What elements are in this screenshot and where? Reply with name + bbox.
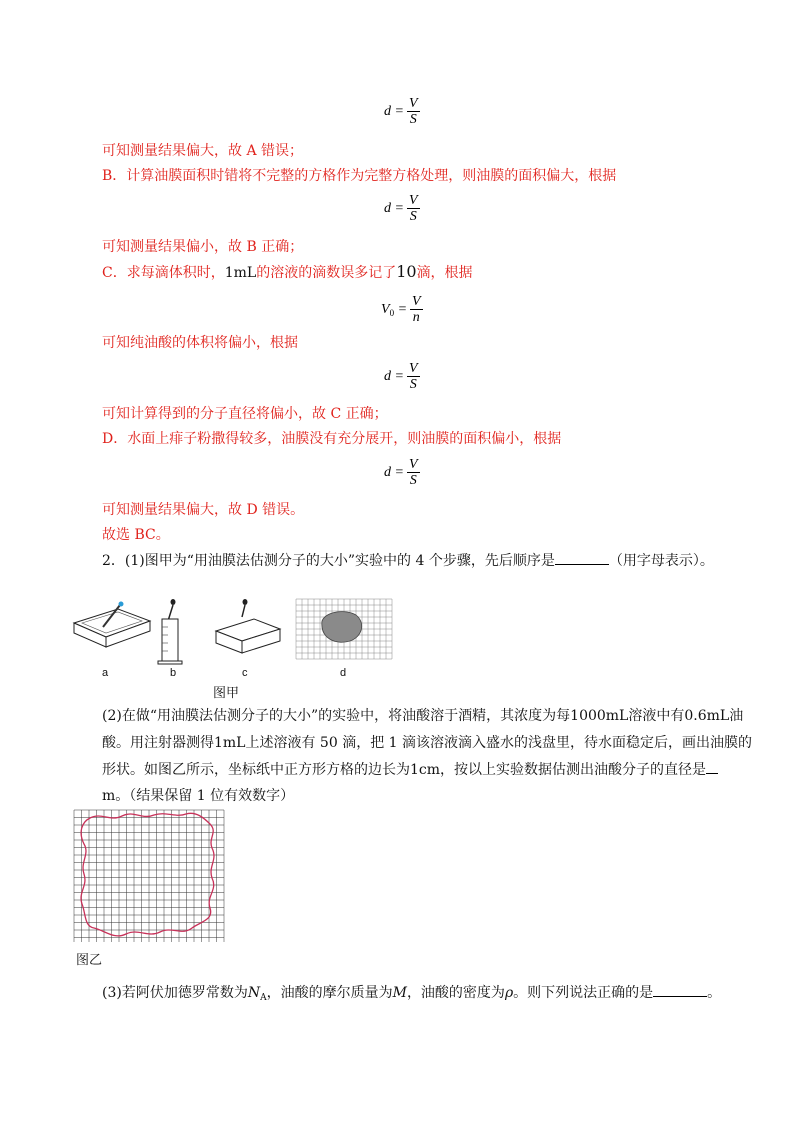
formula-numerator: V	[408, 96, 418, 111]
value-1cm: 1cm	[410, 762, 441, 778]
q2-part1-post: （用字母表示）。	[608, 553, 714, 569]
text-segment: (2)在做“用油膜法估测分子的大小”的实验中，将油酸溶于酒精，其浓度为每	[102, 708, 571, 724]
cylinder-with-dropper-illustration	[158, 599, 182, 664]
symbol-m: M	[392, 985, 407, 1001]
q2-part2-line3	[102, 760, 718, 780]
c-conclusion-2: 可知计算得到的分子直径将偏小，故 C 正确；	[102, 406, 388, 422]
q2-part2-line4: m。（结果保留 1 位有效数字）	[102, 788, 295, 804]
d-conclusion: 可知测量结果偏大，故 D 错误。	[102, 502, 305, 518]
b-conclusion: 可知测量结果偏小，故 B 正确；	[102, 239, 304, 255]
tray-with-pen-illustration	[74, 602, 150, 648]
formula-numerator: V	[408, 457, 418, 472]
fig-jia-label-b: b	[170, 667, 177, 679]
formula-eq: =	[394, 302, 408, 317]
text-segment: 溶液中有	[628, 708, 685, 724]
d-text: D．水面上痱子粉撒得较多，油膜没有充分展开，则油膜的面积偏小，根据	[102, 431, 562, 447]
symbol-sub-a: A	[260, 993, 267, 1003]
text-segment: ，按以上实验数据估测出油酸分子的直径是	[440, 762, 707, 778]
fig-yi-title: 图乙	[76, 953, 103, 968]
formula-lhs: d =	[384, 104, 404, 119]
figure-yi	[72, 808, 232, 948]
text-segment: (3)若阿伏加德罗常数为	[102, 985, 248, 1001]
symbol-n: N	[247, 985, 261, 1001]
formula-lhs: d =	[384, 201, 404, 216]
formula-denominator: S	[409, 112, 417, 127]
formula-denominator: S	[409, 377, 417, 392]
text-segment: 油	[729, 708, 744, 724]
formula-d-3	[384, 361, 420, 393]
c-10: 10	[396, 262, 417, 281]
value-1000ml: 1000mL	[570, 708, 629, 724]
value-0-6ml: 0.6mL	[684, 708, 730, 724]
c-text	[102, 262, 473, 283]
answer-blank-1[interactable]	[555, 564, 609, 565]
q2-part1-pre: 2．(1)图甲为“用油膜法估测分子的大小”实验中的 4 个步骤，先后顺序是	[102, 553, 555, 569]
value-1ml: 1mL	[214, 735, 246, 751]
text-segment: ，油酸的密度为	[406, 985, 505, 1001]
formula-denominator: S	[409, 209, 417, 224]
formula-numerator: V	[412, 294, 421, 309]
c-text-2: 的溶液的滴数误多记了	[256, 265, 397, 281]
avogadro-symbol	[248, 985, 267, 1001]
fig-jia-label-c: c	[242, 667, 248, 679]
formula-numerator: V	[408, 193, 418, 208]
symbol-rho: ρ	[504, 985, 514, 1001]
fig-jia-title: 图甲	[213, 686, 240, 701]
text-segment: 形状。如图乙所示，坐标纸中正方形方格的边长为	[102, 762, 410, 778]
fig-jia-label-a: a	[102, 667, 109, 679]
c-text-1: C．求每滴体积时，	[102, 265, 225, 281]
text-segment: 酸。用注射器测得	[102, 735, 214, 751]
b-text: B．计算油膜面积时错将不完整的方格作为完整方格处理，则油膜的面积偏大，根据	[102, 168, 617, 184]
text-segment: ，油酸的摩尔质量为	[266, 985, 393, 1001]
answer-blank-3[interactable]	[653, 996, 707, 997]
formula-d-1	[384, 96, 420, 128]
q2-part1	[102, 551, 714, 571]
text-segment: 。	[707, 985, 722, 1001]
c-conclusion-1: 可知纯油酸的体积将偏小，根据	[102, 335, 298, 351]
formula-denominator: n	[412, 310, 420, 325]
formula-numerator: V	[408, 361, 418, 376]
formula-v0	[381, 294, 423, 326]
formula-lhs: d =	[384, 465, 404, 480]
q2-part2-line1	[102, 706, 743, 726]
grid-with-oil-film-illustration	[296, 599, 392, 659]
answer: 故选 BC。	[102, 527, 170, 543]
formula-lhs: V	[381, 302, 390, 317]
answer-blank-2[interactable]	[706, 773, 718, 774]
fig-jia-label-d: d	[340, 667, 347, 679]
oil-blob	[322, 612, 362, 643]
a-conclusion: 可知测量结果偏大，故 A 错误；	[102, 143, 304, 159]
text-segment: 。则下列说法正确的是	[513, 985, 654, 1001]
formula-d-4	[384, 457, 420, 489]
c-1ml: 1mL	[224, 265, 257, 281]
q2-part3	[102, 983, 721, 1008]
tray-with-dropper-illustration	[216, 599, 280, 653]
figure-jia	[70, 595, 390, 675]
formula-lhs-sub: 0	[389, 308, 395, 318]
q2-part2-line2	[102, 733, 752, 753]
formula-denominator: S	[409, 473, 417, 488]
formula-lhs: d =	[384, 369, 404, 384]
text-segment: 上述溶液有 50 滴，把 1 滴该溶液滴入盛水的浅盘里，待水面稳定后，画出油膜的	[245, 735, 753, 751]
formula-d-2	[384, 193, 420, 225]
c-text-3: 滴，根据	[416, 265, 473, 281]
